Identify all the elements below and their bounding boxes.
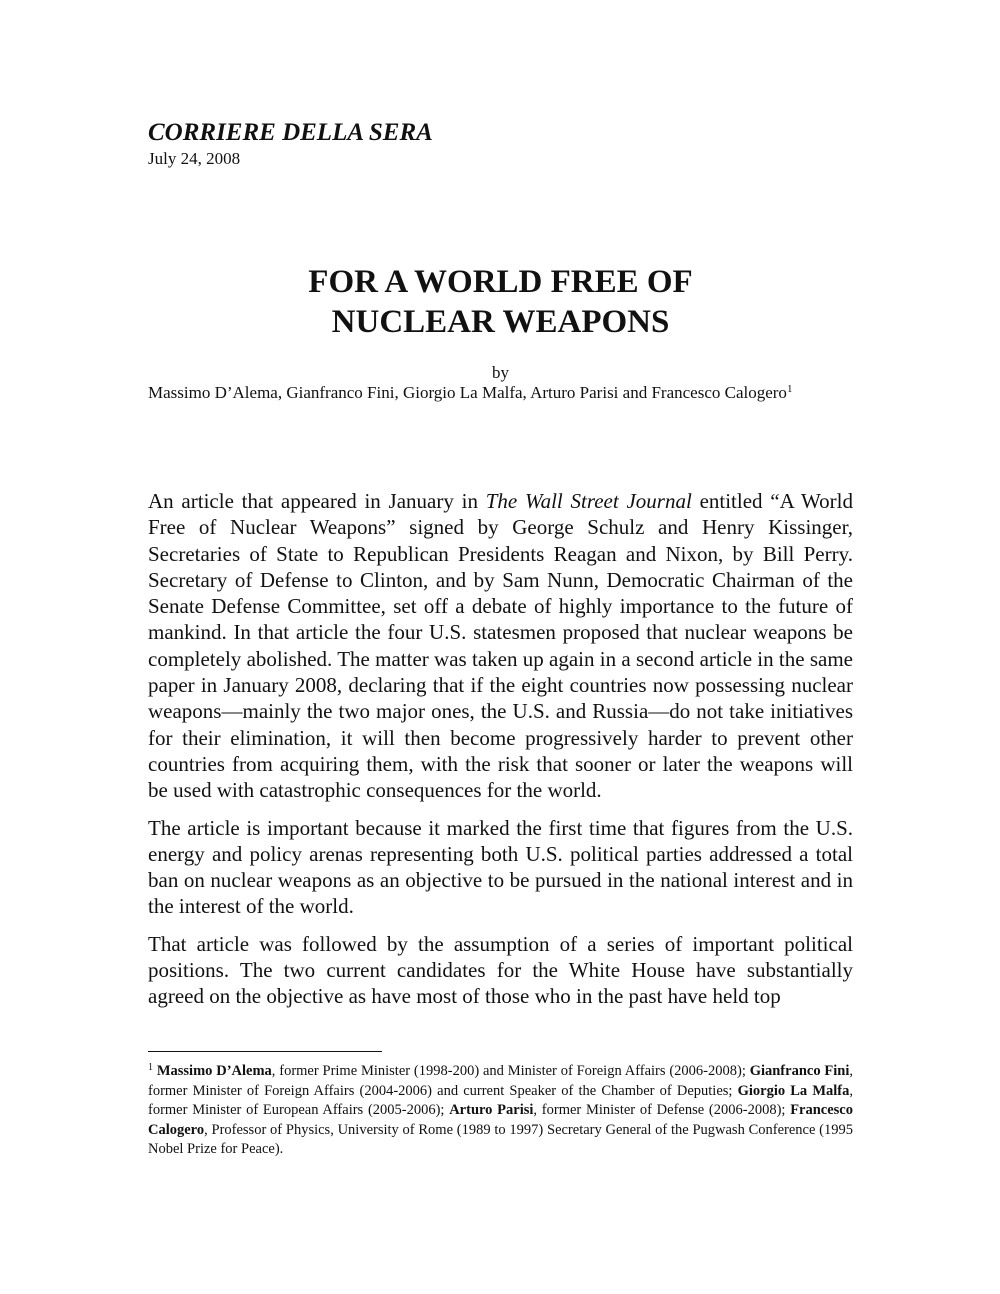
publication-name: CORRIERE DELLA SERA (148, 119, 433, 146)
paragraph-2: The article is important because it marked the first time that figures from the U.S. energy and policy arenas representing both U.S. political parties addressed a total ban on nuclear weapons as an objective to be pursued in the national interest and in the interest of the world. (148, 815, 853, 919)
paragraph-1 (148, 488, 853, 804)
article-body (148, 488, 853, 1021)
footnote-text-5: , Professor of Physics, University of Rome (1989 to 1997) Secretary General of the Pugwash Conference (1995 Nobel Prize for Peace). (148, 1121, 853, 1158)
footnote-name-1: Massimo D’Alema (156, 1063, 272, 1079)
byline-authors (148, 382, 853, 404)
footnote-name-2: Gianfranco Fini (749, 1063, 850, 1079)
article-title (148, 262, 853, 342)
title-line-2: NUCLEAR WEAPONS (331, 304, 670, 340)
footnote-name-3: Giorgio La Malfa (737, 1082, 850, 1099)
masthead (148, 118, 433, 170)
paragraph-3: That article was followed by the assumption of a series of important political positions. The two current candidates for the White House have substantially agreed on the objective as have most of those who in the past have held top (148, 931, 853, 1009)
footnote-divider (148, 1051, 382, 1052)
footnote-name-4: Arturo Parisi (449, 1102, 534, 1119)
publication-date: July 24, 2008 (148, 149, 241, 168)
footnote-text-3: , former Minister of European Affairs (2005-2006); (148, 1082, 853, 1119)
footnote-reference: 1 (786, 383, 793, 395)
paragraph-1-start: An article that appeared in January in (148, 489, 486, 513)
footnote-text-1: , former Prime Minister (1998-200) and Minister of Foreign Affairs (2006-2008); (271, 1063, 750, 1079)
footnote-marker: 1 (148, 1062, 153, 1073)
footnote-name-5: Francesco Calogero (148, 1102, 853, 1138)
journal-name: The Wall Street Journal (485, 489, 692, 513)
title-line-1: FOR A WORLD FREE OF (308, 264, 693, 300)
footnote-text-4: , former Minister of Defense (2006-2008); (533, 1102, 791, 1119)
byline-by: by (492, 363, 509, 382)
paragraph-1-rest: entitled “A World Free of Nuclear Weapons” signed by George Schulz and Henry Kissinger, Secretaries of State to Republican Presidents Reagan and Nixon, by Bill Perry. Secretary of Defense to Clinton, and by Sam Nunn, Democratic Chairman of the Senate Defense Committee, set off a debate of highly importance to the future of mankind. In that article the four U.S. statesmen proposed that nuclear weapons be completely abolished. The matter was taken up again in a second article in the same paper in January 2008, declaring that if the eight countries now possessing nuclear weapons—mainly the two major ones, the U.S. and Russia—do not take initiatives for their elimination, it will then become progressively harder to prevent other countries from acquiring them, with the risk that sooner or later the weapons will be used with catastrophic consequences for the world. (148, 489, 853, 803)
footnote (148, 1062, 853, 1160)
footnote-text-2: , former Minister of Foreign Affairs (2004-2006) and current Speaker of the Chamber of Deputies; (148, 1063, 853, 1099)
authors-text: Massimo D’Alema, Gianfranco Fini, Giorgio La Malfa, Arturo Parisi and Francesco Calogero (148, 383, 787, 402)
